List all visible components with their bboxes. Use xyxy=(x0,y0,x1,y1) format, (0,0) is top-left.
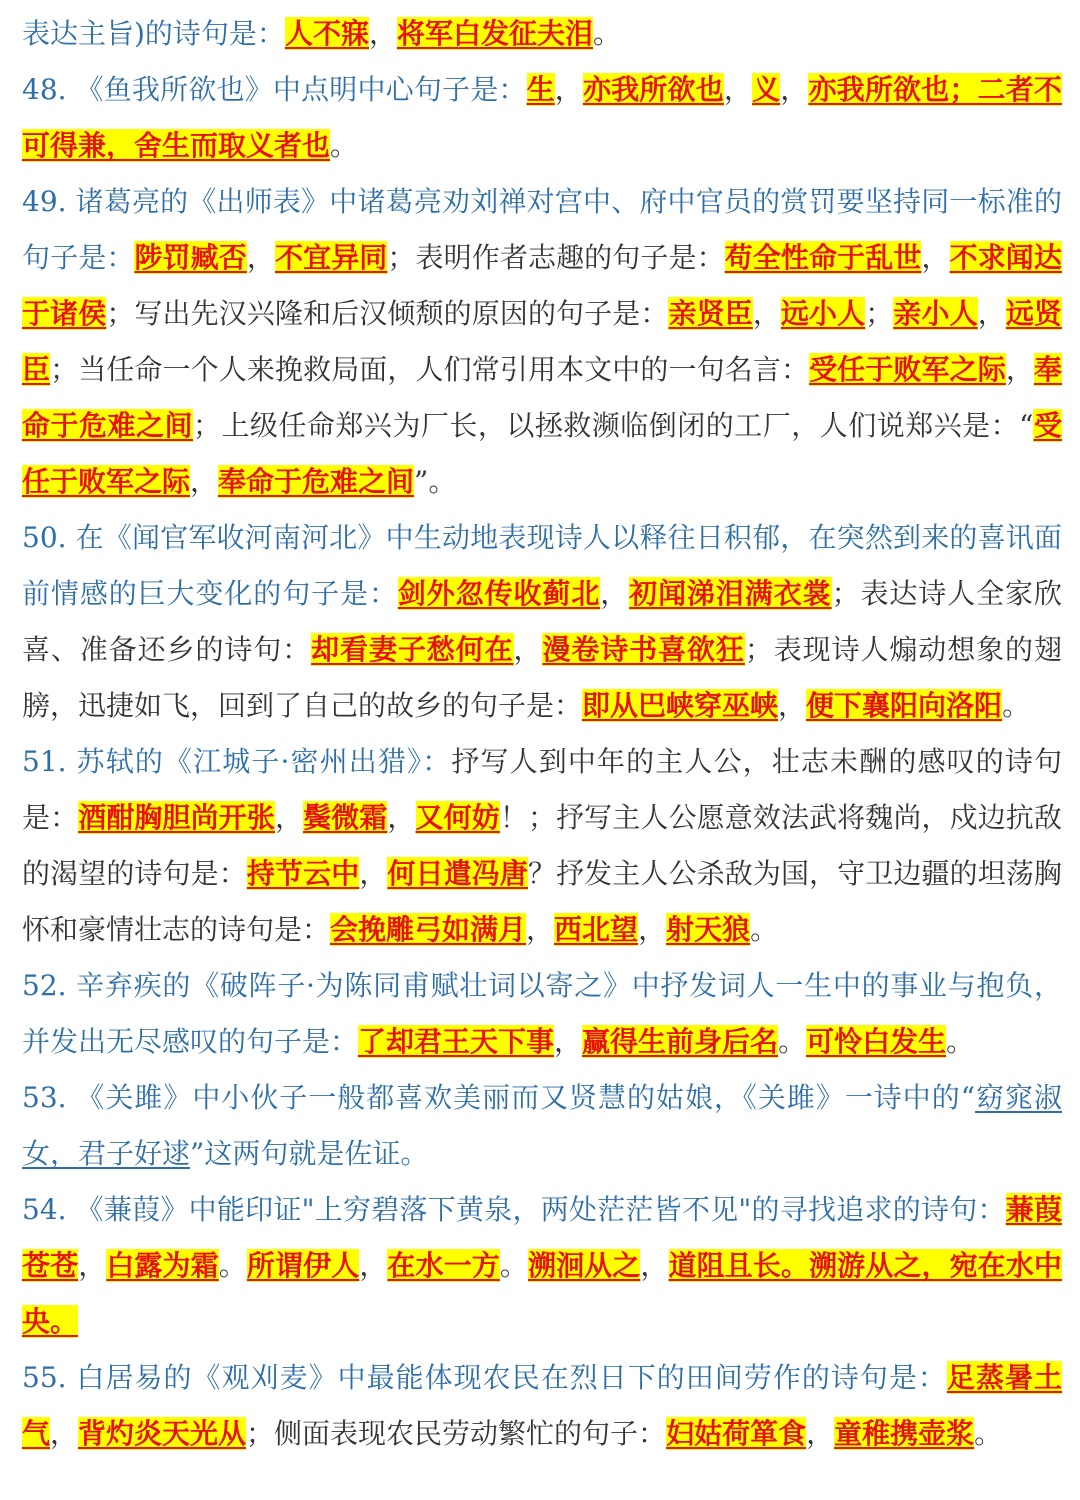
highlighted-answer: 初闻涕泪满衣裳 xyxy=(629,577,832,610)
body-text: ；表达诗人全家欣喜、准备还乡的诗句： xyxy=(22,577,1062,666)
highlighted-answer: 足蒸暑土气 xyxy=(22,1361,1062,1450)
body-text: ， xyxy=(1005,353,1034,386)
highlighted-answer: 赢得生前身后名 xyxy=(582,1025,779,1058)
body-text: ， xyxy=(638,913,667,946)
highlighted-answer: 西北望 xyxy=(554,913,639,946)
highlighted-answer: 持节云中 xyxy=(246,857,360,890)
body-text: 。 xyxy=(750,913,779,946)
question-text: 表达主旨)的诗句是： xyxy=(22,17,285,50)
highlighted-answer: 便下襄阳向洛阳 xyxy=(806,689,1003,722)
paragraph-item-47-tail xyxy=(22,6,1062,62)
body-text: 。 xyxy=(499,1249,528,1282)
highlighted-answer: 不求闻达于诸侯 xyxy=(22,241,1062,330)
highlighted-answer: 蒹葭苍苍 xyxy=(22,1193,1062,1282)
highlighted-answer: 亦我所欲也；二者不可得兼，舍生而取义者也 xyxy=(22,73,1062,162)
highlighted-answer: 道阻且长。溯游从之，宛在水中央。 xyxy=(22,1249,1062,1338)
body-text: ， xyxy=(359,857,388,890)
question-text: 52. 辛弃疾的《破阵子·为陈同甫赋壮词以寄之》中抒发词人一生中的事业与抱负，并发出无尽感叹的句子是： xyxy=(22,969,1062,1058)
paragraph-item-49 xyxy=(22,174,1062,510)
highlighted-answer: 生 xyxy=(526,73,555,106)
paragraph-item-53 xyxy=(22,1070,1062,1182)
body-text: ”。 xyxy=(414,465,457,498)
body-text: 抒写人到中年的主人公，壮志未酬的感叹的诗句是： xyxy=(22,745,1062,834)
paragraph-item-54 xyxy=(22,1182,1062,1350)
highlighted-answer: 剑外忽传收蓟北 xyxy=(397,577,601,610)
body-text: 。 xyxy=(974,1417,1003,1450)
body-text: ；上级任命郑兴为厂长，以拯救濒临倒闭的工厂，人们说郑兴是：“ xyxy=(192,409,1034,442)
body-text: ， xyxy=(50,1417,79,1450)
question-text: 49. 诸葛亮的《出师表》中诸葛亮劝刘禅对宫中、府中官员的赏罚要坚持同一标准的句子是： xyxy=(22,185,1062,274)
highlighted-answer: 了却君王天下事 xyxy=(358,1025,555,1058)
highlighted-answer: 亲小人 xyxy=(893,297,978,330)
paragraph-item-50 xyxy=(22,510,1062,734)
body-text: ， xyxy=(640,1249,669,1282)
body-text: ；表明作者志趣的句子是： xyxy=(387,241,725,274)
highlighted-answer: 在水一方 xyxy=(387,1249,500,1282)
body-text: 。 xyxy=(778,1025,807,1058)
body-text: ， xyxy=(526,913,555,946)
body-text: ， xyxy=(274,801,304,834)
highlighted-answer: 会挽雕弓如满月 xyxy=(330,913,527,946)
question-text: 53. 《关雎》中小伙子一般都喜欢美丽而又贤慧的姑娘，《关雎》一诗中的“ xyxy=(22,1081,976,1114)
highlighted-answer: 何日遣冯唐 xyxy=(387,857,528,890)
body-text: ， xyxy=(806,1417,835,1450)
question-text: 48. 《鱼我所欲也》中点明中心句子是： xyxy=(22,73,527,106)
body-text: ； xyxy=(865,297,894,330)
highlighted-answer: 陟罚臧否 xyxy=(134,241,247,274)
highlighted-answer: 奉命于危难之间 xyxy=(22,353,1062,442)
body-text: ， xyxy=(723,73,753,106)
paragraph-item-51 xyxy=(22,734,1062,958)
paragraph-item-52 xyxy=(22,958,1062,1070)
highlighted-answer: 所谓伊人 xyxy=(246,1249,360,1282)
body-text: ， xyxy=(778,689,807,722)
body-text: ；表现诗人煽动想象的翅膀，迅捷如飞，回到了自己的故乡的句子是： xyxy=(22,633,1062,722)
body-text: ， xyxy=(246,241,275,274)
highlighted-answer: 射天狼 xyxy=(666,913,751,946)
highlighted-answer: 不宜异同 xyxy=(274,241,388,274)
body-text: 。 xyxy=(1002,689,1031,722)
body-text: 。 xyxy=(592,17,621,50)
underlined-quote: 窈窕淑女，君子好逑 xyxy=(22,1081,1062,1170)
body-text: ， xyxy=(921,241,950,274)
body-text: ；写出先汉兴隆和后汉倾颓的原因的句子是： xyxy=(106,297,669,330)
highlighted-answer: 童稚携壶浆 xyxy=(834,1417,975,1450)
highlighted-answer: 远小人 xyxy=(780,297,866,330)
highlighted-answer: 却看妻子愁何在 xyxy=(311,633,514,666)
highlighted-answer: 人不寐 xyxy=(284,17,369,50)
highlighted-answer: 亦我所欲也 xyxy=(582,73,724,106)
body-text: ；当任命一个人来挽救局面，人们常引用本文中的一句名言： xyxy=(50,353,810,386)
highlighted-answer: 妇姑荷箪食 xyxy=(666,1417,807,1450)
question-text: 54. 《蒹葭》中能印证"上穷碧落下黄泉，两处茫茫皆不见"的寻找追求的诗句： xyxy=(22,1193,1006,1226)
highlighted-answer: 漫卷诗书喜欲狂 xyxy=(542,633,745,666)
paragraph-item-55 xyxy=(22,1350,1062,1462)
body-text: ， xyxy=(513,633,543,666)
body-text: ， xyxy=(387,801,416,834)
highlighted-answer: 背灼炎天光从 xyxy=(78,1417,247,1450)
body-text: ， xyxy=(554,73,583,106)
highlighted-answer: 白露为霜 xyxy=(106,1249,219,1282)
highlighted-answer: 又何妨 xyxy=(415,801,500,834)
highlighted-answer: 受任于败军之际 xyxy=(809,353,1006,386)
highlighted-answer: 可怜白发生 xyxy=(806,1025,947,1058)
body-text: 。 xyxy=(946,1025,975,1058)
question-text: ”这两句就是佐证。 xyxy=(190,1137,429,1170)
highlighted-answer: 亲贤臣 xyxy=(668,297,753,330)
highlighted-answer: 鬓微霜 xyxy=(303,801,388,834)
question-text: 55. 白居易的《观刈麦》中最能体现农民在烈日下的田间劳作的诗句是： xyxy=(22,1361,947,1394)
question-text: 51. 苏轼的《江城子·密州出猎》： xyxy=(22,745,452,778)
body-text: 。 xyxy=(330,129,359,162)
paragraph-item-48 xyxy=(22,62,1062,174)
highlighted-answer: 奉命于危难之间 xyxy=(218,465,415,498)
body-text: ；侧面表现农民劳动繁忙的句子： xyxy=(246,1417,667,1450)
body-text: 。 xyxy=(218,1249,247,1282)
highlighted-answer: 义 xyxy=(752,73,781,106)
highlighted-answer: 溯洄从之 xyxy=(527,1249,641,1282)
body-text: ， xyxy=(554,1025,583,1058)
body-text: ， xyxy=(752,297,781,330)
body-text: ， xyxy=(600,577,630,610)
body-text: ， xyxy=(78,1249,107,1282)
highlighted-answer: 酒酣胸胆尚开张 xyxy=(78,801,275,834)
body-text: ， xyxy=(190,465,219,498)
body-text: ， xyxy=(780,73,809,106)
document-page xyxy=(22,6,1062,1462)
body-text: ？抒发主人公杀敌为国，守卫边疆的坦荡胸怀和豪情壮志的诗句是： xyxy=(22,857,1062,946)
body-text: ， xyxy=(977,297,1006,330)
highlighted-answer: 远贤臣 xyxy=(22,297,1062,386)
highlighted-answer: 即从巴峡穿巫峡 xyxy=(582,689,779,722)
question-text: 50. 在《闻官军收河南河北》中生动地表现诗人以释往日积郁，在突然到来的喜讯面前情感的巨大变化的句子是： xyxy=(22,521,1062,610)
body-text: ！；抒写主人公愿意效法武将魏尚，戍边抗敌的渴望的诗句是： xyxy=(22,801,1062,890)
body-text: ， xyxy=(368,17,397,50)
highlighted-answer: 受任于败军之际 xyxy=(22,409,1062,498)
highlighted-answer: 将军白发征夫泪 xyxy=(396,17,593,50)
highlighted-answer: 苟全性命于乱世 xyxy=(724,241,922,274)
body-text: ， xyxy=(359,1249,388,1282)
